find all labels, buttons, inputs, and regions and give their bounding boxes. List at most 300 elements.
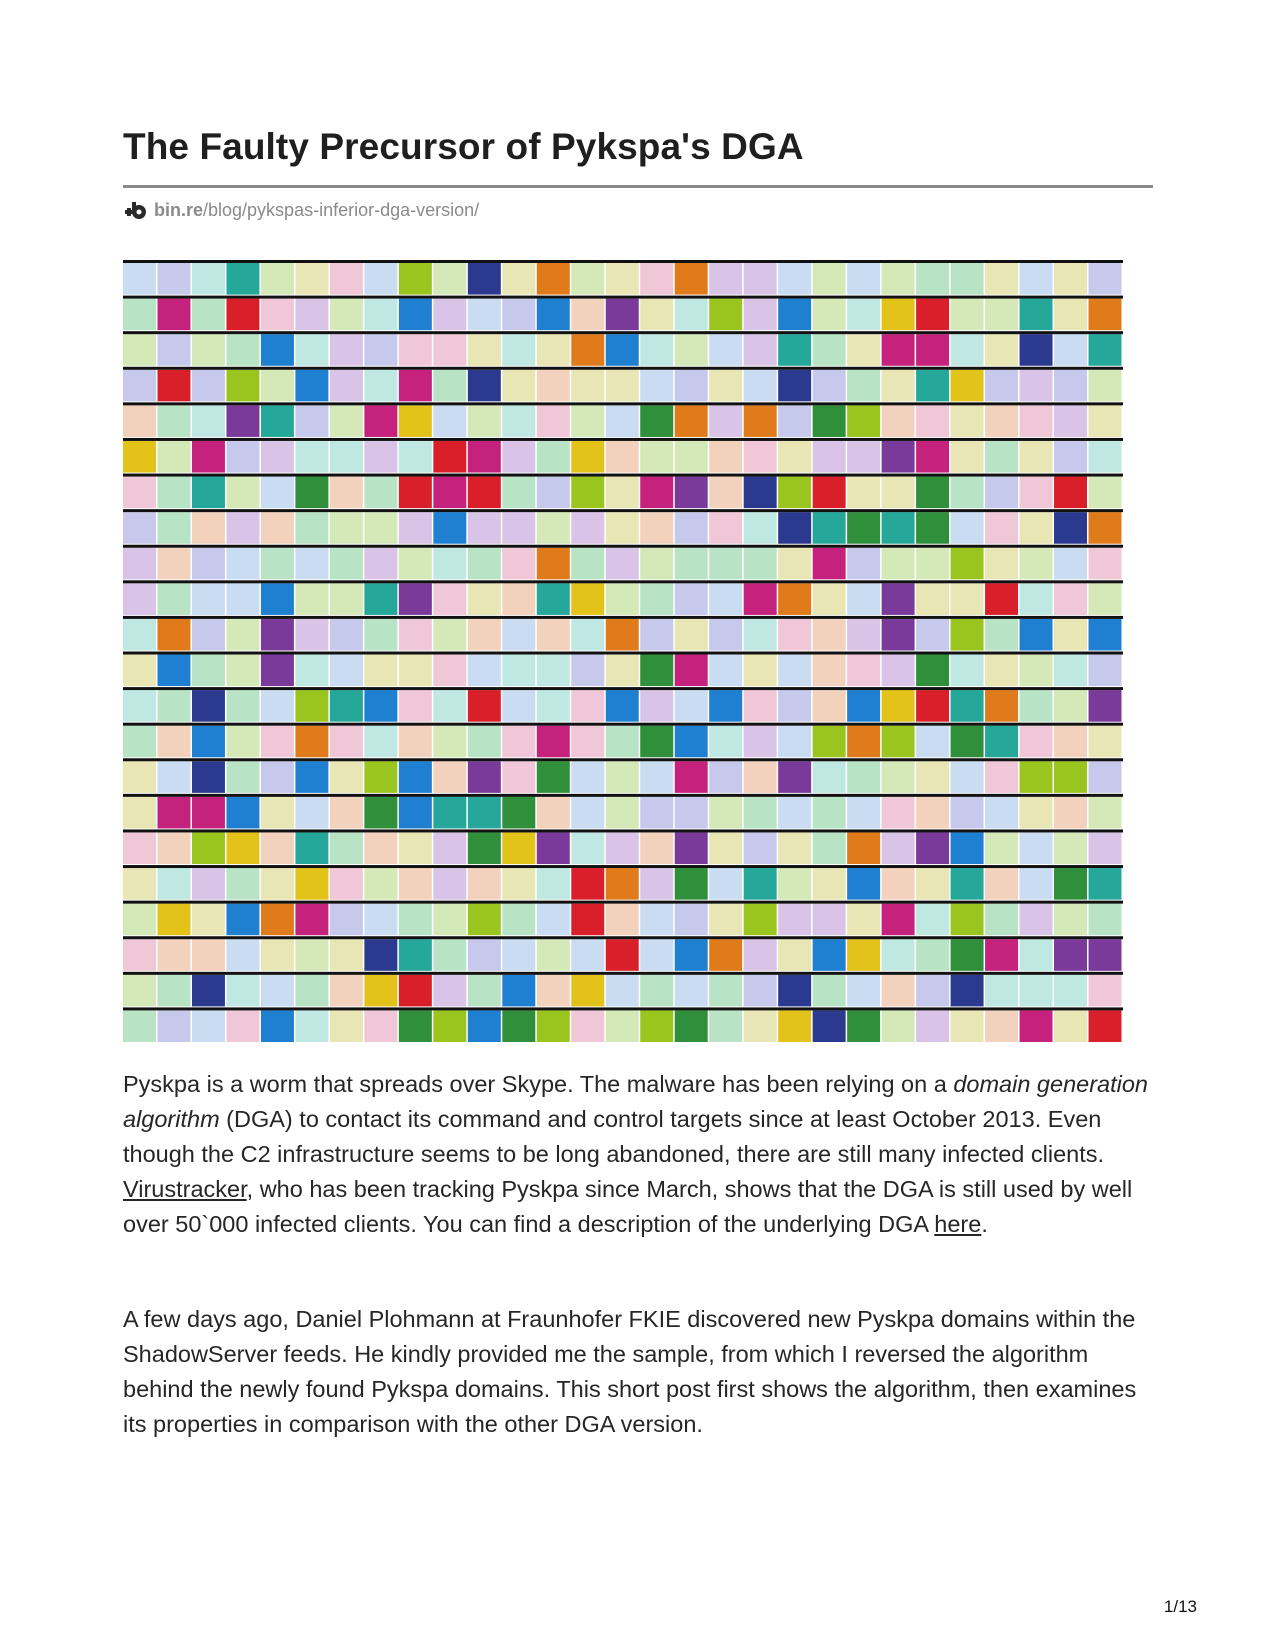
grid-cell <box>882 477 915 509</box>
site-logo-icon <box>123 199 148 221</box>
grid-cell <box>330 655 363 687</box>
grid-cell <box>261 512 294 544</box>
grid-cell <box>1020 370 1053 402</box>
grid-cell <box>364 761 397 793</box>
grid-cell <box>123 441 156 473</box>
grid-cell <box>123 868 156 900</box>
grid-cell <box>1089 939 1122 971</box>
grid-cell <box>364 975 397 1007</box>
grid-cell <box>157 619 190 651</box>
grid-cell <box>468 868 501 900</box>
grid-cell <box>433 619 466 651</box>
grid-cell <box>847 299 880 331</box>
grid-cell <box>916 655 949 687</box>
grid-cell <box>675 690 708 722</box>
grid-cell <box>744 405 777 437</box>
grid-cell <box>571 405 604 437</box>
grid-cell <box>433 797 466 829</box>
grid-cell <box>606 477 639 509</box>
grid-cell <box>537 797 570 829</box>
grid-cell <box>123 583 156 615</box>
grid-cell <box>1054 868 1087 900</box>
grid-cell <box>468 761 501 793</box>
grid-cell <box>123 797 156 829</box>
grid-cell <box>882 655 915 687</box>
grid-line <box>123 723 1123 726</box>
source-domain-link[interactable]: bin.re <box>154 199 204 220</box>
grid-cell <box>882 512 915 544</box>
grid-cell <box>1020 334 1053 366</box>
grid-cell <box>916 939 949 971</box>
grid-cell <box>330 690 363 722</box>
grid-cell <box>537 263 570 295</box>
grid-cell <box>537 583 570 615</box>
grid-cell <box>1089 263 1122 295</box>
grid-cell <box>192 263 225 295</box>
grid-cell <box>399 512 432 544</box>
grid-cell <box>226 583 259 615</box>
grid-cell <box>640 263 673 295</box>
grid-cell <box>192 477 225 509</box>
grid-line <box>123 829 1123 832</box>
grid-cell <box>364 334 397 366</box>
grid-cell <box>640 868 673 900</box>
grid-cell <box>847 405 880 437</box>
grid-cell <box>468 512 501 544</box>
grid-cell <box>537 832 570 864</box>
grid-cell <box>985 726 1018 758</box>
grid-cell <box>985 512 1018 544</box>
grid-cell <box>951 690 984 722</box>
grid-cell <box>123 405 156 437</box>
grid-line <box>123 865 1123 868</box>
grid-cell <box>537 761 570 793</box>
grid-cell <box>330 904 363 936</box>
grid-cell <box>330 334 363 366</box>
grid-cell <box>261 690 294 722</box>
grid-cell <box>675 726 708 758</box>
grid-cell <box>468 655 501 687</box>
grid-cell <box>468 405 501 437</box>
grid-cell <box>226 868 259 900</box>
grid-cell <box>882 868 915 900</box>
grid-cell <box>640 975 673 1007</box>
grid-cell <box>882 619 915 651</box>
grid-cell <box>1089 1010 1122 1042</box>
grid-cell <box>226 797 259 829</box>
grid-cell <box>295 832 328 864</box>
grid-cell <box>399 797 432 829</box>
article-title: The Faulty Precursor of Pykspa's DGA <box>123 126 804 167</box>
grid-cell <box>399 904 432 936</box>
grid-cell <box>951 619 984 651</box>
grid-cell <box>571 441 604 473</box>
grid-cell <box>261 832 294 864</box>
grid-cell <box>123 334 156 366</box>
grid-cell <box>433 904 466 936</box>
grid-cell <box>261 548 294 580</box>
grid-cell <box>778 904 811 936</box>
grid-cell <box>123 299 156 331</box>
grid-cell <box>123 761 156 793</box>
grid-cell <box>606 263 639 295</box>
grid-cell <box>157 583 190 615</box>
grid-cell <box>1089 690 1122 722</box>
grid-cell <box>399 548 432 580</box>
grid-cell <box>537 1010 570 1042</box>
grid-cell <box>157 832 190 864</box>
grid-cell <box>1020 832 1053 864</box>
grid-cell <box>847 263 880 295</box>
grid-cell <box>951 761 984 793</box>
grid-cell <box>571 370 604 402</box>
grid-cell <box>882 370 915 402</box>
grid-cell <box>606 334 639 366</box>
hero-color-grid-image <box>123 260 1123 1043</box>
grid-cell <box>847 334 880 366</box>
grid-cell <box>433 512 466 544</box>
grid-cell <box>1089 512 1122 544</box>
grid-cell <box>537 441 570 473</box>
grid-cell <box>916 263 949 295</box>
grid-cell <box>330 548 363 580</box>
second-paragraph: A few days ago, Daniel Plohmann at Fraunhofer FKIE discovered new Pyskpa domains within the ShadowServer feeds. He kindly provided me the sample, from which I reversed the algorithm behind the newly found Pykspa domains. This short post first shows the algorithm, then examines its properties in comparison with the other DGA version. <box>123 1306 1137 1437</box>
grid-cell <box>537 405 570 437</box>
grid-cell <box>502 1010 535 1042</box>
grid-cell <box>192 405 225 437</box>
grid-cell <box>675 334 708 366</box>
grid-cell <box>157 334 190 366</box>
grid-cell <box>606 583 639 615</box>
here-link[interactable]: here <box>934 1211 982 1237</box>
grid-cell <box>571 832 604 864</box>
grid-cell <box>537 939 570 971</box>
grid-cell <box>916 797 949 829</box>
grid-cell <box>985 548 1018 580</box>
grid-cell <box>537 299 570 331</box>
grid-cell <box>192 1010 225 1042</box>
grid-cell <box>847 726 880 758</box>
grid-cell <box>364 299 397 331</box>
grid-cell <box>571 1010 604 1042</box>
grid-cell <box>1089 832 1122 864</box>
grid-cell <box>744 655 777 687</box>
grid-cell <box>468 975 501 1007</box>
grid-cell <box>433 583 466 615</box>
grid-cell <box>261 583 294 615</box>
grid-cell <box>882 1010 915 1042</box>
grid-cell <box>744 512 777 544</box>
grid-cell <box>675 583 708 615</box>
grid-cell <box>537 975 570 1007</box>
grid-cell <box>192 583 225 615</box>
grid-cell <box>192 370 225 402</box>
grid-cell <box>261 405 294 437</box>
grid-cell <box>1089 868 1122 900</box>
grid-cell <box>916 334 949 366</box>
grid-cell <box>882 263 915 295</box>
grid-cell <box>330 583 363 615</box>
grid-cell <box>675 299 708 331</box>
grid-cell <box>606 868 639 900</box>
grid-cell <box>709 797 742 829</box>
grid-cell <box>916 1010 949 1042</box>
grid-cell <box>571 334 604 366</box>
grid-cell <box>709 726 742 758</box>
grid-cell <box>744 761 777 793</box>
grid-cell <box>882 797 915 829</box>
grid-cell <box>226 512 259 544</box>
grid-line <box>123 1007 1123 1010</box>
grid-cell <box>330 619 363 651</box>
grid-cell <box>157 797 190 829</box>
grid-cell <box>295 904 328 936</box>
grid-line <box>123 687 1123 690</box>
grid-cell <box>502 939 535 971</box>
grid-cell <box>847 690 880 722</box>
grid-cell <box>778 299 811 331</box>
grid-cell <box>330 441 363 473</box>
grid-cell <box>709 1010 742 1042</box>
grid-cell <box>295 868 328 900</box>
grid-cell <box>744 477 777 509</box>
grid-cell <box>399 370 432 402</box>
grid-cell <box>433 334 466 366</box>
grid-cell <box>675 832 708 864</box>
grid-cell <box>916 441 949 473</box>
grid-cell <box>364 832 397 864</box>
grid-cell <box>778 477 811 509</box>
grid-cell <box>709 868 742 900</box>
grid-cell <box>433 655 466 687</box>
grid-cell <box>882 726 915 758</box>
grid-cell <box>123 548 156 580</box>
grid-cell <box>744 334 777 366</box>
grid-cell <box>537 619 570 651</box>
grid-cell <box>364 655 397 687</box>
grid-line <box>123 296 1123 299</box>
grid-cell <box>985 299 1018 331</box>
grid-cell <box>399 726 432 758</box>
grid-line <box>123 509 1123 512</box>
grid-cell <box>192 726 225 758</box>
grid-cell <box>675 761 708 793</box>
grid-cell <box>640 512 673 544</box>
grid-cell <box>709 690 742 722</box>
grid-cell <box>985 441 1018 473</box>
grid-cell <box>364 797 397 829</box>
grid-cell <box>123 619 156 651</box>
grid-cell <box>1089 370 1122 402</box>
grid-cell <box>675 405 708 437</box>
grid-cell <box>813 583 846 615</box>
grid-cell <box>364 583 397 615</box>
grid-cell <box>468 797 501 829</box>
grid-cell <box>502 690 535 722</box>
grid-cell <box>468 477 501 509</box>
grid-cell <box>847 939 880 971</box>
grid-cell <box>364 548 397 580</box>
grid-cell <box>502 263 535 295</box>
grid-cell <box>916 832 949 864</box>
grid-cell <box>675 477 708 509</box>
grid-cell <box>1089 761 1122 793</box>
grid-cell <box>192 832 225 864</box>
grid-cell <box>640 619 673 651</box>
title-divider <box>123 185 1153 188</box>
grid-cell <box>813 512 846 544</box>
grid-cell <box>571 797 604 829</box>
grid-cell <box>364 619 397 651</box>
grid-cell <box>640 726 673 758</box>
virustracker-link[interactable]: Virustracker <box>123 1176 247 1202</box>
grid-cell <box>916 370 949 402</box>
grid-cell <box>399 299 432 331</box>
grid-cell <box>468 583 501 615</box>
grid-cell <box>1054 263 1087 295</box>
grid-cell <box>157 939 190 971</box>
grid-cell <box>1089 655 1122 687</box>
grid-cell <box>1054 370 1087 402</box>
grid-cell <box>951 405 984 437</box>
grid-cell <box>640 334 673 366</box>
grid-cell <box>1054 441 1087 473</box>
grid-cell <box>1089 726 1122 758</box>
grid-cell <box>882 904 915 936</box>
grid-cell <box>157 975 190 1007</box>
grid-cell <box>951 441 984 473</box>
grid-cell <box>295 690 328 722</box>
grid-cell <box>295 512 328 544</box>
grid-line <box>123 367 1123 370</box>
grid-cell <box>709 975 742 1007</box>
grid-cell <box>882 334 915 366</box>
grid-cell <box>951 548 984 580</box>
grid-cell <box>468 832 501 864</box>
grid-cell <box>502 975 535 1007</box>
grid-cell <box>813 619 846 651</box>
grid-cell <box>709 655 742 687</box>
grid-cell <box>640 904 673 936</box>
grid-cell <box>640 797 673 829</box>
grid-cell <box>192 939 225 971</box>
grid-cell <box>1020 477 1053 509</box>
grid-cell <box>399 761 432 793</box>
grid-cell <box>330 761 363 793</box>
grid-cell <box>123 477 156 509</box>
grid-cell <box>640 548 673 580</box>
intro-paragraph <box>123 1067 1158 1242</box>
grid-cell <box>1089 904 1122 936</box>
grid-cell <box>330 1010 363 1042</box>
grid-cell <box>709 583 742 615</box>
grid-cell <box>847 441 880 473</box>
grid-cell <box>433 939 466 971</box>
grid-cell <box>985 690 1018 722</box>
grid-cell <box>606 441 639 473</box>
grid-cell <box>571 512 604 544</box>
grid-cell <box>744 690 777 722</box>
grid-cell <box>778 512 811 544</box>
grid-cell <box>571 263 604 295</box>
grid-cell <box>192 441 225 473</box>
grid-cell <box>295 477 328 509</box>
grid-cell <box>709 441 742 473</box>
grid-cell <box>364 690 397 722</box>
grid-cell <box>1020 1010 1053 1042</box>
grid-cell <box>468 619 501 651</box>
grid-cell <box>951 583 984 615</box>
grid-cell <box>882 299 915 331</box>
grid-cell <box>847 548 880 580</box>
grid-cell <box>226 904 259 936</box>
grid-cell <box>364 405 397 437</box>
grid-cell <box>709 299 742 331</box>
grid-cell <box>192 690 225 722</box>
grid-cell <box>778 797 811 829</box>
grid-cell <box>399 583 432 615</box>
grid-cell <box>778 655 811 687</box>
grid-cell <box>261 939 294 971</box>
grid-cell <box>882 690 915 722</box>
grid-cell <box>1089 619 1122 651</box>
grid-cell <box>606 512 639 544</box>
grid-cell <box>916 761 949 793</box>
grid-cell <box>640 299 673 331</box>
grid-cell <box>813 263 846 295</box>
grid-cell <box>813 868 846 900</box>
grid-cell <box>675 263 708 295</box>
grid-cell <box>675 1010 708 1042</box>
grid-cell <box>468 1010 501 1042</box>
grid-cell <box>1020 583 1053 615</box>
grid-cell <box>606 299 639 331</box>
grid-cell <box>778 405 811 437</box>
grid-cell <box>640 583 673 615</box>
grid-cell <box>1054 797 1087 829</box>
grid-cell <box>330 512 363 544</box>
grid-cell <box>157 904 190 936</box>
grid-cell <box>123 975 156 1007</box>
grid-cell <box>709 263 742 295</box>
grid-cell <box>295 975 328 1007</box>
grid-cell <box>157 441 190 473</box>
grid-cell <box>744 299 777 331</box>
grid-cell <box>1020 299 1053 331</box>
grid-cell <box>1054 726 1087 758</box>
grid-cell <box>192 548 225 580</box>
grid-cell <box>571 655 604 687</box>
grid-cell <box>502 334 535 366</box>
grid-cell <box>537 904 570 936</box>
grid-cell <box>1020 441 1053 473</box>
grid-cell <box>606 797 639 829</box>
grid-cell <box>157 655 190 687</box>
grid-cell <box>157 477 190 509</box>
grid-cell <box>709 939 742 971</box>
grid-cell <box>951 726 984 758</box>
grid-cell <box>330 975 363 1007</box>
grid-cell <box>675 904 708 936</box>
grid-cell <box>502 441 535 473</box>
grid-cell <box>468 548 501 580</box>
grid-cell <box>226 441 259 473</box>
grid-cell <box>778 370 811 402</box>
grid-cell <box>916 868 949 900</box>
grid-cell <box>985 370 1018 402</box>
grid-cell <box>1089 797 1122 829</box>
grid-cell <box>1054 832 1087 864</box>
